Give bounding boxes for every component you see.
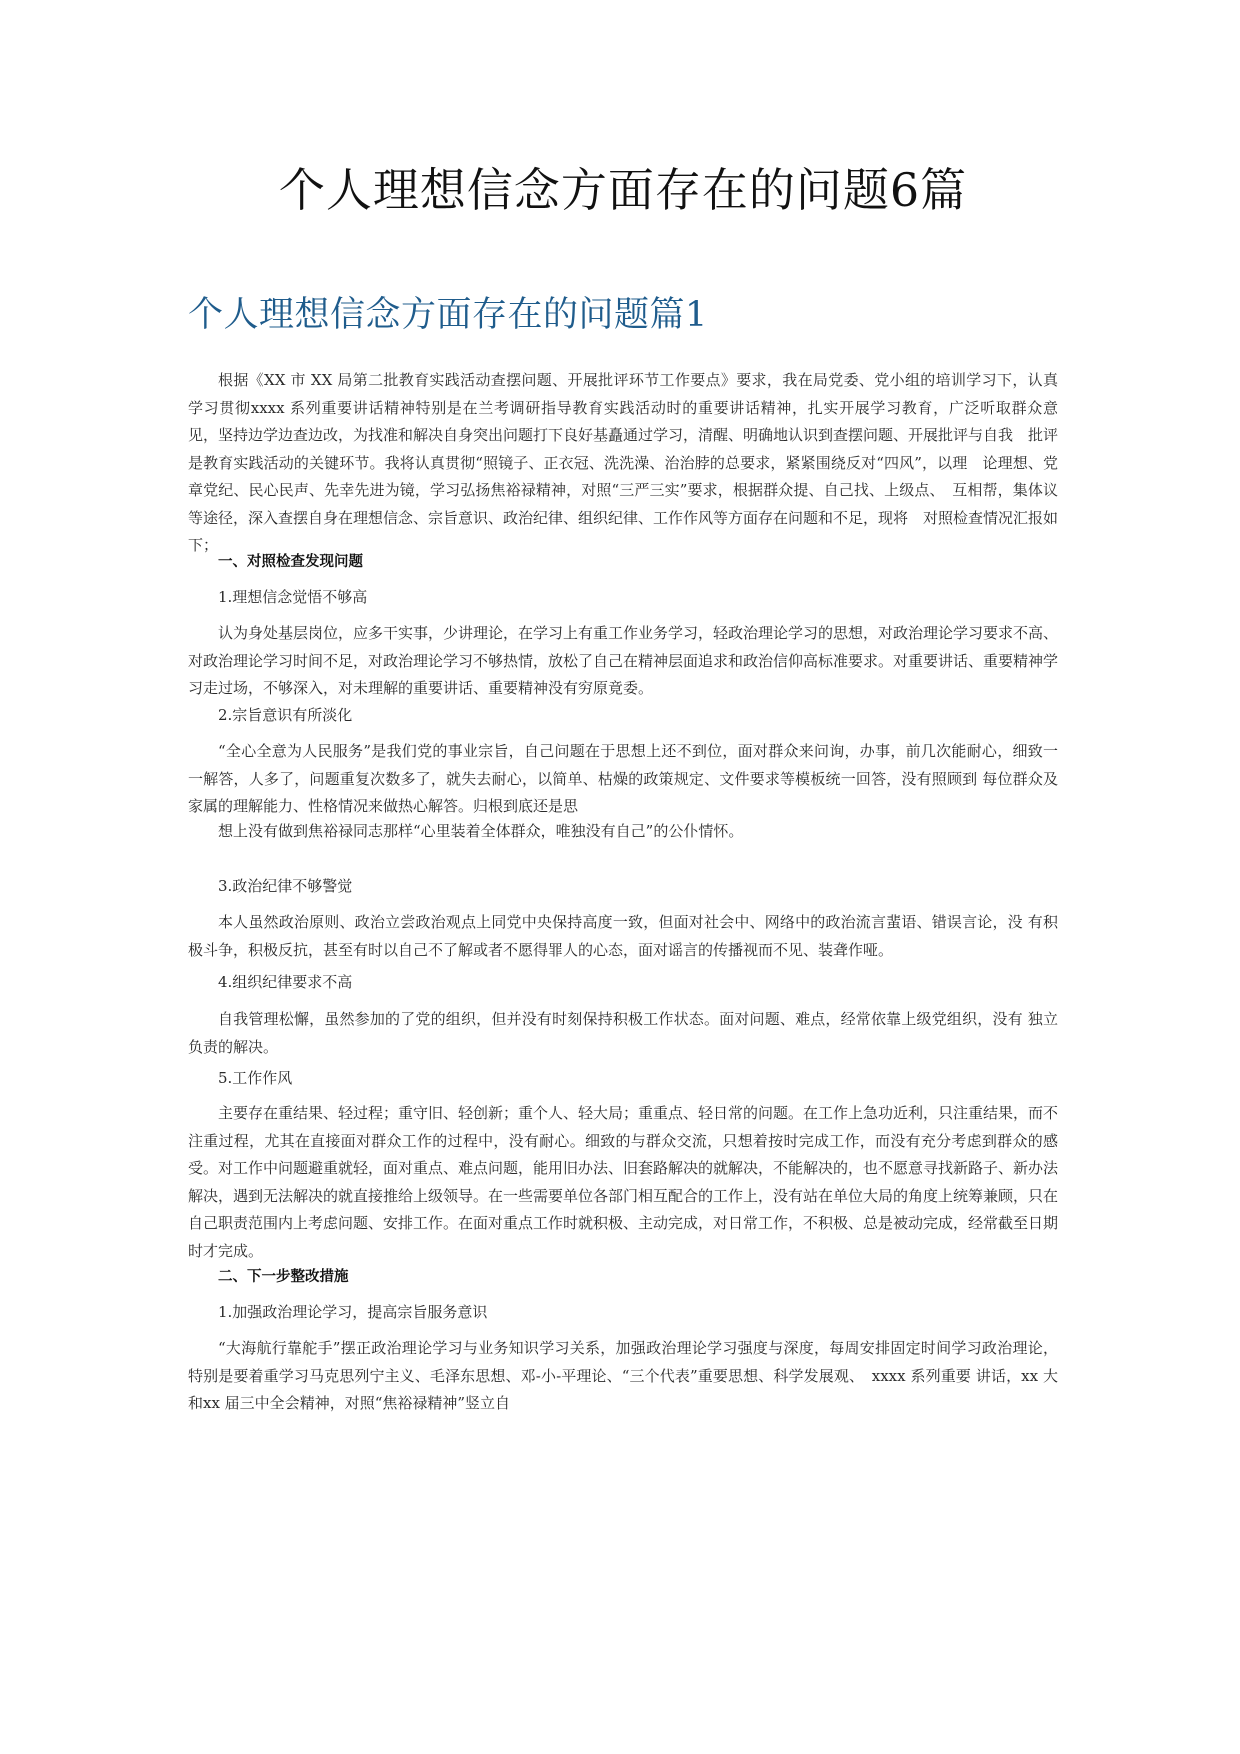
item3-title-block: [188, 874, 1058, 898]
item3-text-block: [188, 909, 1058, 964]
item2-paragraph: “全心全意为人民服务”是我们党的事业宗旨，自己问题在于思想上还不到位，面对群众来问询，办事，前几次能耐心，细致一一解答，人多了，问题重复次数多了，就失去耐心，以简单、枯燥的政策规定、文件要求等模板统一回答，没有照顾到 每位群众及家属的理解能力、性格情况来做热心解答。归根到底还是思: [188, 742, 1058, 815]
item4-paragraph: 自我管理松懈，虽然参加的了党的组织，但并没有时刻保持积极工作状态。面对问题、难点，经常依靠上级党组织，没有 独立负责的解决。: [188, 1010, 1058, 1056]
item5-text-block: [188, 1100, 1058, 1265]
item4-text-block: [188, 1006, 1058, 1061]
item3-paragraph: 本人虽然政治原则、政治立尝政治观点上同党中央保持高度一致，但面对社会中、网络中的政治流言蜚语、错误言论，没 有积极斗争，积极反抗，甚至有时以自己不了解或者不愿得罪人的心态，面对谣言的传播视而不见、装聋作哑。: [188, 913, 1058, 959]
item5-paragraph: 主要存在重结果、轻过程；重守旧、轻创新；重个人、轻大局；重重点、轻日常的问题。在工作上急功近利，只注重结果，而不注重过程，尤其在直接面对群众工作的过程中，没有耐心。细致的与群众交流，只想着按时完成工作，而没有充分考虑到群众的感受。对工作中问题避重就轻，面对重点、难点问题，能用旧办法、旧套路解决的就解决，不能解决的，也不愿意寻找新路子、新办法解决，遇到无法解决的就直接推给上级领导。在一些需要单位各部门相互配合的工作上，没有站在单位大局的角度上统筹兼顾，只在自己职责范围内上考虑问题、安排工作。在面对重点工作时就积极、主动完成，对日常工作，不积极、总是被动完成，经常截至日期时才完成。: [188, 1104, 1059, 1260]
item2-text-block: [188, 738, 1058, 821]
document-title: 个人理想信念方面存在的问题6篇: [278, 163, 968, 217]
item5-title: 5.工作作风: [218, 1069, 293, 1087]
item1-text-block: [188, 620, 1058, 703]
part2-heading: 二、下一步整改措施: [218, 1269, 349, 1285]
item1-title: 1.理想信念觉悟不够高: [218, 588, 368, 606]
intro-paragraph: 根据《XX 市 XX 局第二批教育实践活动查摆问题、开展批评环节工作要点》要求，我在局党委、党小组的培训学习下，认真 学习贯彻xxxx 系列重要讲话精神特别是在兰考调研指导教育实践活动时的重要讲话精神，扎实开展学习教育，广泛听取群众意 见，坚持边学边查边改，为找准和解决自身突出问题打下良好基矗通过学习，清醒、明确地认识到查摆问题、开展批评与自我 批评是教育实践活动的关键环节。我将认真贯彻“照镜子、正衣冠、洗洗澡、治治脖的总要求，紧紧围绕反对“四风”，以理 论理想、党章党纪、民心民声、先幸先进为镜，学习弘扬焦裕禄精神，对照“三严三实”要求，根据群众提、自己找、上级点、 互相帮，集体议等途径，深入查摆自身在理想信念、宗旨意识、政治纪律、组织纪律、工作作风等方面存在问题和不足，现将 对照检查情况汇报如下；: [188, 371, 1074, 554]
item1-title-block: [188, 585, 1058, 609]
measure1-paragraph: “大海航行靠舵手”摆正政治理论学习与业务知识学习关系，加强政治理论学习强度与深度，每周安排固定时间学习政治理论，特别是要着重学习马克思列宁主义、毛泽东思想、邓-小-平理论、“三个代表”重要思想、科学发展观、 xxxx 系列重要 讲话，xx 大和xx 届三中全会精神，对照“焦裕禄精神”竖立自: [188, 1339, 1058, 1412]
item2-title: 2.宗旨意识有所淡化: [218, 706, 353, 724]
section-title: 个人理想信念方面存在的问题篇1: [188, 295, 708, 335]
item2-cont-block: [188, 818, 1058, 846]
item4-title: 4.组织纪律要求不高: [218, 973, 353, 991]
measure1-title-block: [188, 1300, 1058, 1324]
item3-title: 3.政治纪律不够警觉: [218, 877, 353, 895]
item2-title-block: [188, 703, 1058, 727]
measure1-text-block: [188, 1335, 1058, 1418]
item2-paragraph-cont: 想上没有做到焦裕禄同志那样“心里装着全体群众，唯独没有自己”的公仆情怀。: [218, 822, 744, 840]
item5-title-block: [188, 1066, 1058, 1090]
measure1-title: 1.加强政治理论学习，提高宗旨服务意识: [218, 1303, 488, 1321]
intro-block: [188, 367, 1074, 560]
part2-heading-block: [188, 1265, 1058, 1289]
item4-title-block: [188, 970, 1058, 994]
item1-paragraph: 认为身处基层岗位，应多干实事，少讲理论，在学习上有重工作业务学习，轻政治理论学习的思想，对政治理论学习要求不高、对政治理论学习时间不足，对政治理论学习不够热情，放松了自己在精神层面追求和政治信仰高标准要求。对重要讲话、重要精神学习走过场，不够深入，对未理解的重要讲话、重要精神没有穷原竟委。: [188, 624, 1059, 697]
part1-heading-block: [188, 550, 1058, 574]
part1-heading: 一、对照检查发现问题: [218, 554, 363, 570]
